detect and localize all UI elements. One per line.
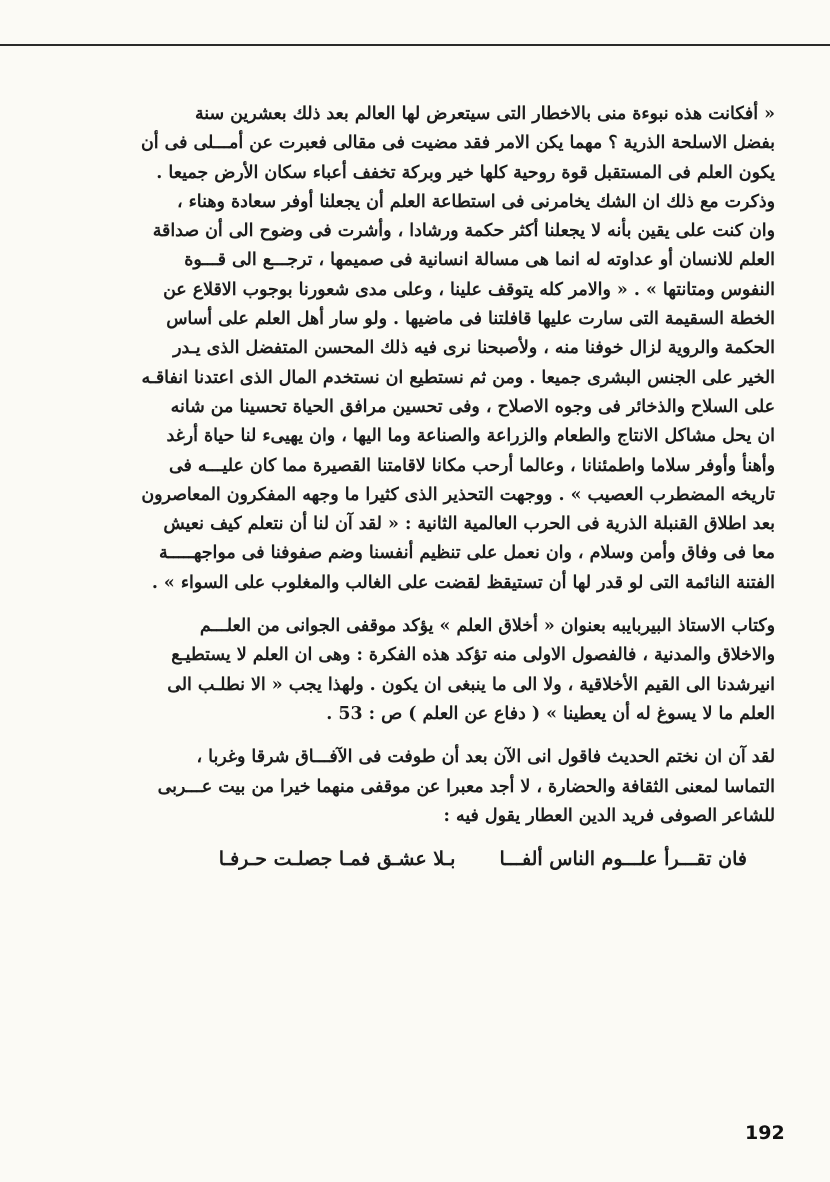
text-line: يكون العلم فى المستقبل قوة روحية كلها خير وبركة تخفف أعباء سكان الأرض جميعا . [156,162,775,183]
paragraph-2 [112,612,775,729]
text-line: انيرشدنا الى القيم الأخلاقية ، ولا الى ما ينبغى ان يكون . ولهذا يجب « الا نطلـب الى [167,674,775,695]
text-line: وان كنت على يقين بأنه لا يجعلنا أكثر حكمة ورشادا ، وأشرت فى وضوح الى أن صداقة [152,221,775,242]
text-line: ان يحل مشاكل الانتاج والطعام والزراعة والصناعة وما اليها ، وان يهيىء لنا حياة أرغد [166,426,775,447]
text-line: لقد آن ان نختم الحديث فاقول انى الآن بعد أن طوفت فى الآفـــاق شرقا وغربا ، [196,747,775,768]
page-number: 192 [745,1122,785,1144]
text-line: بعد اطلاق القنبلة الذرية فى الحرب العالمية الثانية : « لقد آن لنا أن نتعلم كيف نعيش [163,514,775,535]
text-line: بفضل الاسلحة الذرية ؟ مهما يكن الامر فقد مضيت فى مقالى فعبرت عن أمـــلى فى أن [140,133,775,154]
text-line: وكتاب الاستاذ البيربايبه بعنوان « أخلاق العلم » يؤكد موقفى الجوانى من العلـــم [199,616,775,637]
verse-first-hemistich: فان تقـــرأ علـــوم الناس ألفـــا [499,848,747,871]
poem-verse [112,843,747,875]
text-line: العلم للانسان أو عداوته له انما هى مسالة انسانية فى صميمها ، ترجـــع الى قـــوة [184,250,775,271]
page-body [112,100,775,875]
text-line: على السلاح والذخائر فى وجوه الاصلاح ، وفى تحسين مرافق الحياة تحسينا من شانه [170,396,775,417]
paragraph-3 [112,743,775,831]
text-line: التماسا لمعنى الثقافة والحضارة ، لا أجد معبرا عن موقفى منهما خيرا من بيت عـــربى [157,776,775,797]
text-line: الفتنة النائمة التى لو قدر لها أن تستيقظ لقضت على الغالب والمغلوب على السواء » . [151,572,775,593]
verse-second-hemistich: بـلا عشـق فمـا جصلـت حـرفـا [218,848,456,871]
text-line: والاخلاق والمدنية ، فالفصول الاولى منه تؤكد هذه الفكرة : وهى ان العلم لا يستطيـع [171,645,775,666]
paragraph-1 [112,100,775,598]
text-line: معا فى وفاق وأمن وسلام ، وان نعمل على تنظيم أنفسنا وضم صفوفنا فى مواجهـــــة [158,543,775,564]
text-line: الخير على الجنس البشرى جميعا . ومن ثم نستطيع ان نستخدم المال الذى اعتدنا انفاقـه [141,367,775,388]
text-line: وذكرت مع ذلك ان الشك يخامرنى فى استطاعة العلم أن يجعلنا أوفر سعادة وهناء ، [176,191,775,212]
text-line: العلم ما لا يسوغ له أن يعطينا » ( دفاع عن العلم ) ص : 53 . [326,703,775,724]
text-line: الحكمة والروية لزال خوفنا منه ، ولأصبحنا نرى فيه ذلك المحسن المتفضل الذى يـدر [173,338,775,359]
text-line: « أفكانت هذه نبوءة منى بالاخطار التى سيتعرض لها العالم بعد ذلك بعشرين سنة [194,104,775,124]
text-line: تاريخه المضطرب العصيب » . ووجهت التحذير الذى كثيرا ما وجهه المفكرون المعاصرون [141,484,775,505]
text-line: الخطة السقيمة التى سارت عليها قافلتنا فى ماضيها . ولو سار أهل العلم على أساس [166,309,775,330]
text-line: للشاعر الصوفى فريد الدين العطار يقول فيه : [443,805,775,826]
text-line: النفوس ومتانتها » . « والامر كله يتوقف علينا ، وعلى مدى شعورنا بوجوب الاقلاع عن [163,279,775,300]
header-rule [0,44,830,46]
text-line: وأهنأ وأوفر سلاما واطمئنانا ، وعالما أرحب مكانا لاقامتنا القصيرة مما كان عليـــه فى [169,455,775,476]
